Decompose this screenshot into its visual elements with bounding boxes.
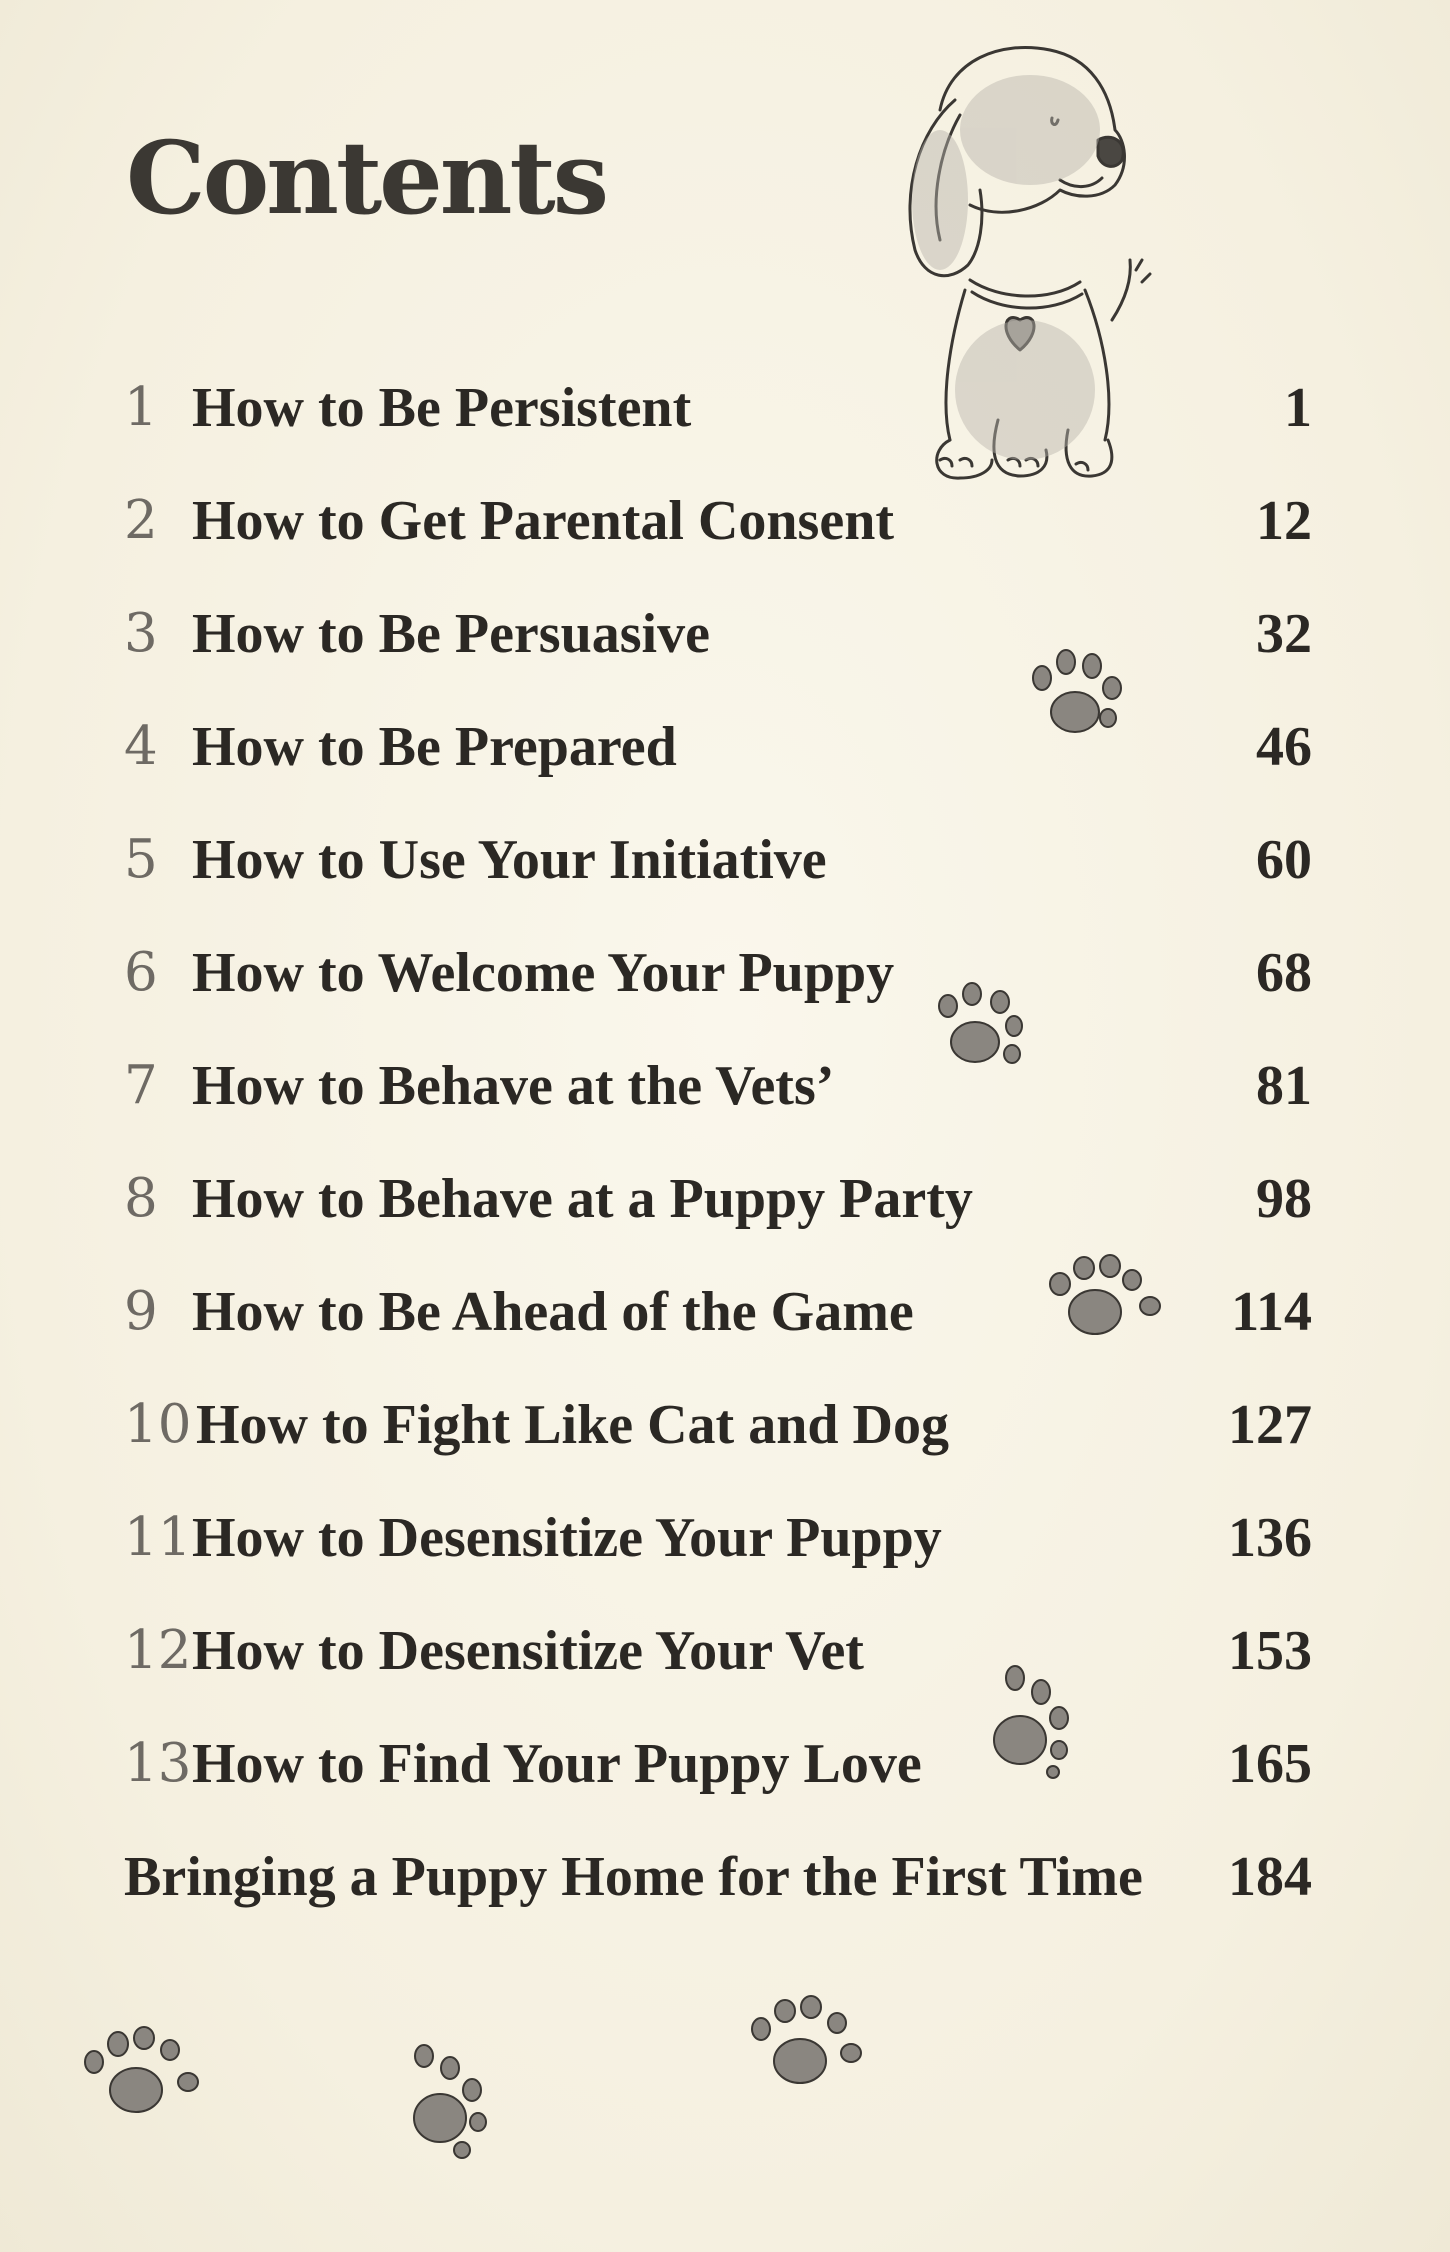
chapter-title: How to Find Your Puppy Love — [192, 1733, 922, 1795]
chapter-number: 11 — [124, 1507, 192, 1568]
chapter-number: 12 — [124, 1620, 192, 1681]
chapter-number: 5 — [124, 829, 158, 890]
paw-print-icon — [1040, 1250, 1170, 1350]
toc-entry[interactable] — [0, 1719, 1450, 1809]
paw-print-icon — [78, 2020, 208, 2130]
page-number: 81 — [1256, 1055, 1312, 1117]
paw-print-icon — [745, 1995, 875, 2105]
chapter-number: 13 — [124, 1733, 192, 1794]
chapter-number: 9 — [124, 1281, 158, 1342]
toc-entry[interactable] — [0, 1041, 1450, 1131]
paw-print-icon — [1020, 640, 1140, 750]
toc-entry[interactable] — [0, 702, 1450, 792]
toc-entry[interactable] — [0, 928, 1450, 1018]
chapter-title: How to Be Persuasive — [192, 603, 710, 665]
chapter-title: How to Be Persistent — [192, 377, 692, 439]
toc-entry-appendix[interactable] — [0, 1832, 1450, 1922]
chapter-number: 4 — [124, 716, 158, 777]
chapter-title: How to Welcome Your Puppy — [192, 942, 895, 1004]
page-number: 12 — [1256, 490, 1312, 552]
chapter-number: 8 — [124, 1168, 158, 1229]
page-number: 165 — [1228, 1733, 1312, 1795]
toc-entry[interactable] — [0, 1267, 1450, 1357]
page-number: 153 — [1228, 1620, 1312, 1682]
toc-entry[interactable] — [0, 363, 1450, 453]
page-number: 114 — [1231, 1281, 1312, 1343]
page-number: 32 — [1256, 603, 1312, 665]
chapter-title: How to Behave at a Puppy Party — [192, 1168, 973, 1230]
toc-entry[interactable] — [0, 1380, 1450, 1470]
chapter-number: 10 — [124, 1394, 192, 1455]
page-number: 184 — [1228, 1846, 1312, 1908]
page-number: 60 — [1256, 829, 1312, 891]
chapter-title: How to Use Your Initiative — [192, 829, 827, 891]
page-title: Contents — [126, 119, 607, 237]
page-number: 98 — [1256, 1168, 1312, 1230]
chapter-number: 3 — [124, 603, 158, 664]
page-number: 46 — [1256, 716, 1312, 778]
page-number: 136 — [1228, 1507, 1312, 1569]
page-number: 127 — [1228, 1394, 1312, 1456]
toc-entry[interactable] — [0, 1154, 1450, 1244]
chapter-title: How to Desensitize Your Vet — [192, 1620, 864, 1682]
chapter-number: 6 — [124, 942, 158, 1003]
page-number: 68 — [1256, 942, 1312, 1004]
chapter-number: 7 — [124, 1055, 158, 1116]
chapter-title: How to Be Prepared — [192, 716, 677, 778]
appendix-title: Bringing a Puppy Home for the First Time — [124, 1846, 1143, 1908]
page-number: 1 — [1284, 377, 1312, 439]
toc-entry[interactable] — [0, 1493, 1450, 1583]
chapter-title: How to Behave at the Vets’ — [192, 1055, 835, 1117]
chapter-number: 1 — [124, 377, 158, 438]
paw-print-icon — [930, 980, 1050, 1080]
toc-entry[interactable] — [0, 815, 1450, 905]
paw-print-icon — [975, 1660, 1095, 1790]
chapter-title: How to Be Ahead of the Game — [192, 1281, 914, 1343]
toc-entry[interactable] — [0, 1606, 1450, 1696]
chapter-title: How to Fight Like Cat and Dog — [196, 1394, 949, 1456]
chapter-title: How to Get Parental Consent — [192, 490, 894, 552]
chapter-title: How to Desensitize Your Puppy — [192, 1507, 942, 1569]
paw-print-icon — [400, 2040, 510, 2170]
chapter-number: 2 — [124, 490, 158, 551]
toc-entry[interactable] — [0, 476, 1450, 566]
toc-entry[interactable] — [0, 589, 1450, 679]
